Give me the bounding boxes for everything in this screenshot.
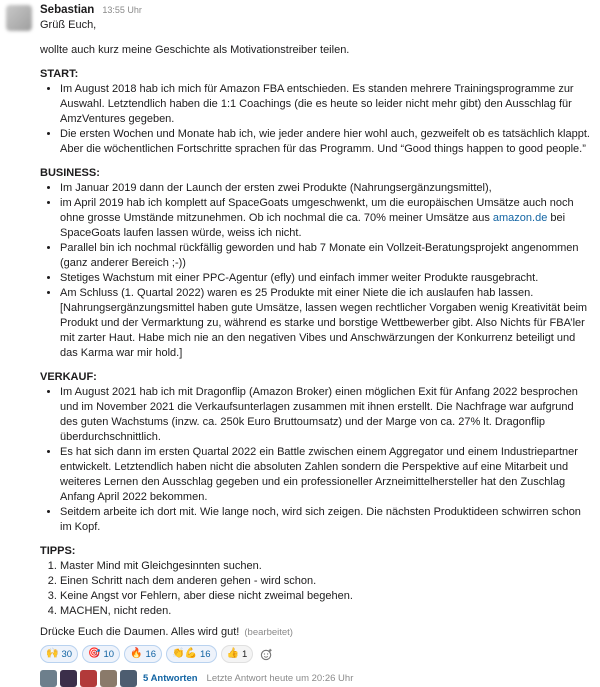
closing-text — [40, 625, 592, 640]
target-icon: 🎯 — [88, 648, 101, 659]
edited-label: (bearbeitet) — [244, 627, 293, 638]
thumbs-up-icon: 👍 — [226, 648, 240, 659]
list-item: 1. Master Mind mit Gleichgesinnten suchen. — [60, 559, 592, 574]
thread-last-reply: Letzte Antwort heute um 20:26 Uhr — [206, 672, 354, 684]
list-item-note: [Nahrungsergänzungsmittel haben gute Umsätze, lassen wegen rechtlicher Vorgaben wenig Kreativität beim Produkt und der Vermarktung zu, während es starke und borstige Wettbewerber gibt. Also Nichts für FBA’ler mit zarter Haut. Habe mich nie an den negativen Vibes und Anschwärzungen der Konkurrenz beteiligt und das Karma war mir hold.] — [60, 302, 588, 359]
reply-avatar — [100, 670, 117, 687]
reaction-clap-muscle[interactable] — [166, 645, 216, 663]
reaction-count: 16 — [145, 648, 157, 660]
tipps-list — [40, 559, 592, 619]
greeting: Grüß Euch, — [40, 19, 97, 31]
section-verkauf-title: VERKAUF: — [40, 371, 97, 383]
sender-avatar[interactable] — [6, 5, 32, 31]
list-item: • Seitdem arbeite ich dort mit. Wie lange noch, wird sich zeigen. Die nächsten Produktideen schwirren schon im Kopf. — [60, 505, 592, 535]
list-item: 2. Einen Schritt nach dem anderen gehen - wird schon. — [60, 574, 592, 589]
list-item-text: im April 2019 hab ich komplett auf SpaceGoats umgeschwenkt, um die europäischen Umsätze auch noch ohne grosse Umstände mitzunehmen. Ob ich nochmal die ca. 70% meiner Umsätze aus — [60, 197, 574, 224]
list-item — [60, 196, 592, 241]
list-item: • Stetiges Wachstum mit einer PPC-Agentur (efly) und einfach immer weiter Produkte rausgebracht. — [60, 271, 592, 286]
reaction-count: 16 — [200, 648, 211, 660]
thread-summary[interactable] — [40, 669, 592, 687]
reaction-count: 10 — [103, 648, 115, 660]
list-item: • Im Januar 2019 dann der Launch der ersten zwei Produkte (Nahrungsergänzungsmittel), — [60, 181, 592, 196]
reply-avatar — [80, 670, 97, 687]
start-list — [40, 82, 592, 157]
section-start-title: START: — [40, 68, 79, 80]
intro-text: wollte auch kurz meine Geschichte als Motivationstreiber teilen. — [40, 44, 350, 56]
reaction-count: 1 — [242, 648, 248, 660]
section-tipps-title: TIPPS: — [40, 545, 76, 557]
closing-line: Drücke Euch die Daumen. Alles wird gut! — [40, 626, 240, 638]
business-list — [40, 181, 592, 361]
amazon-link[interactable]: amazon.de — [492, 212, 548, 224]
reply-avatar — [60, 670, 77, 687]
list-item: 3. Keine Angst vor Fehlern, aber diese nicht zweimal begehen. — [60, 589, 592, 604]
list-item — [60, 286, 592, 361]
reaction-target[interactable] — [82, 645, 120, 663]
list-item-text: bei SpaceGoats laufen lassen würde, weiss ich nicht. — [60, 212, 566, 239]
reaction-thumbs-up[interactable] — [221, 645, 254, 663]
list-item: • Im August 2018 hab ich mich für Amazon FBA entschieden. Es standen mehrere Trainingsprogramme zur Auswahl. Letztendlich haben die 1:1 Coachings (die es heute so leider nicht mehr gibt) den Ausschlag für AmzVentures gegeben. — [60, 82, 592, 127]
thread-replies-link[interactable]: 5 Antworten — [143, 672, 198, 684]
section-business-title: BUSINESS: — [40, 167, 100, 179]
message — [40, 3, 592, 687]
verkauf-list — [40, 385, 592, 535]
reaction-count: 30 — [61, 648, 73, 660]
fire-icon: 🔥 — [130, 648, 143, 659]
add-reaction-button[interactable] — [257, 646, 275, 662]
raised-hands-icon: 🙌 — [46, 648, 59, 659]
list-item: • Im August 2021 hab ich mit Dragonflip (Amazon Broker) einen möglichen Exit für Anfang 2022 besprochen und im November 2021 die Verkaufsunterlagen zusammen mit ihnen erstellt. Die Nachfrage war aufgrund des guten Wachstums (inzw. ca. 250k Euro Bruttoumsatz) und der Marge von ca. 27% lt. Dragonflip überdurchschnittlich. — [60, 385, 592, 445]
reaction-fire[interactable] — [124, 645, 162, 663]
list-item-text: Am Schluss (1. Quartal 2022) waren es 25 Produkte mit einer Niete die ich auslaufen hab lassen. — [60, 287, 534, 299]
message-timestamp[interactable]: 13:55 Uhr — [102, 5, 142, 15]
list-item: 4. MACHEN, nicht reden. — [60, 604, 592, 619]
reply-avatar — [40, 670, 57, 687]
list-item: • Parallel bin ich nochmal rückfällig geworden und hab 7 Monate ein Vollzeit-Beratungsprojekt angenommen (ganz anderer Bereich ;-)) — [60, 241, 592, 271]
reaction-raised-hands[interactable] — [40, 645, 78, 663]
list-item: • Es hat sich dann im ersten Quartal 2022 ein Battle zwischen einem Aggregator und einem Industriepartner entwickelt. Letztendlich haben nicht die absoluten Zahlen sondern die Perspektive auf eine Mitarbeit und weiteres Lernen den Ausschlag gegeben und ein professioneller Arzneimittelhersteller hat den Zuschlag Anfang April 2022 bekommen. — [60, 445, 592, 505]
sender-name[interactable]: Sebastian — [40, 4, 95, 16]
reactions-bar — [40, 645, 592, 663]
add-emoji-icon — [260, 648, 273, 661]
message-header — [40, 3, 592, 18]
reply-avatar — [120, 670, 137, 687]
clap-muscle-icon: 👏💪 — [172, 648, 197, 659]
list-item: • Die ersten Wochen und Monate hab ich, wie jeder andere hier wohl auch, gezweifelt ob es tatsächlich klappt. Aber die wöchentlichen Fortschritte sprachen für das Programm. Und “Good things happen to good people.” — [60, 127, 592, 157]
